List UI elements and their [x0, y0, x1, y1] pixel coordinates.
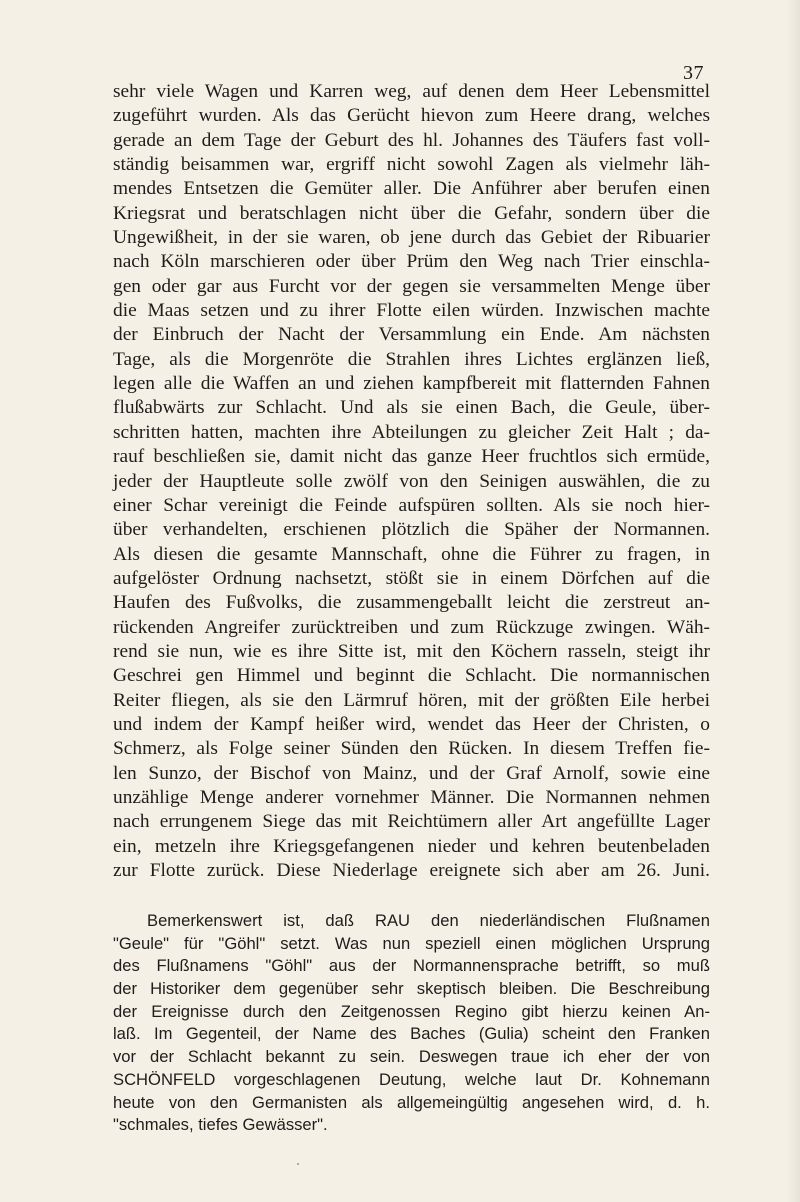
text-line: rückenden Angreifer zurücktreiben und zum Rückzuge zwingen. Wäh- [113, 616, 710, 638]
text-line: einer Schar vereinigt die Feinde aufspüren sollten. Als sie noch hier- [113, 494, 710, 516]
paper-speck [297, 1163, 299, 1165]
text-line: gen oder gar aus Furcht vor der gegen sie versammelten Menge über [113, 275, 710, 297]
text-line: SCHÖNFELD vorgeschlagenen Deutung, welche laut Dr. Kohnemann [113, 1069, 710, 1089]
commentary-paragraph [113, 910, 710, 1137]
text-line: zugeführt wurden. Als das Gerücht hievon zum Heere drang, welches [113, 105, 710, 127]
text-line: Tage, als die Morgenröte die Strahlen ihres Lichtes erglänzen ließ, [113, 348, 710, 370]
text-line: die Maas setzen und zu ihrer Flotte eilen würden. Inzwischen machte [113, 300, 710, 322]
text-line: jeder der Hauptleute solle zwölf von den Seinigen auswählen, die zu [113, 470, 710, 492]
text-line: Schmerz, als Folge seiner Sünden den Rücken. In diesem Treffen fie- [113, 738, 710, 760]
text-line: des Flußnamens "Göhl" aus der Normannensprache betrifft, so muß [113, 956, 710, 976]
text-line: der Ereignisse durch den Zeitgenossen Regino gibt hierzu keinen An- [113, 1001, 710, 1021]
text-line: der Einbruch der Nacht der Versammlung ein Ende. Am nächsten [113, 324, 710, 346]
text-line: Geschrei gen Himmel und beginnt die Schlacht. Die normannischen [113, 665, 710, 687]
text-line: mendes Entsetzen die Gemüter aller. Die Anführer aber berufen einen [113, 178, 710, 200]
text-line: zur Flotte zurück. Diese Niederlage ereignete sich aber am 26. Juni. [113, 860, 710, 881]
page-edge-shadow [786, 0, 800, 1202]
text-line: unzählige Menge anderer vornehmer Männer. Die Normannen nehmen [113, 786, 710, 808]
text-line: rauf beschließen sie, damit nicht das ganze Heer fruchtlos sich ermüde, [113, 446, 710, 468]
text-line: Bemerkenswert ist, daß RAU den niederländischen Flußnamen [147, 911, 710, 930]
text-line: heute von den Germanisten als allgemeingültig angesehen wird, d. h. [113, 1092, 710, 1112]
text-line: über verhandelten, erschienen plötzlich die Späher der Normannen. [113, 519, 710, 541]
text-line: rend sie nun, wie es ihre Sitte ist, mit den Köchern rasseln, steigt ihr [113, 640, 710, 662]
text-line: Haufen des Fußvolks, die zusammengeballt leicht die zerstreut an- [113, 592, 710, 614]
text-line: Kriegsrat und beratschlagen nicht über die Gefahr, sondern über die [113, 202, 710, 224]
text-line: legen alle die Waffen an und ziehen kampfbereit mit flatternden Fahnen [113, 373, 710, 395]
main-paragraph [113, 80, 710, 883]
text-line: der Historiker dem gegenüber sehr skeptisch bleiben. Die Beschreibung [113, 979, 710, 999]
text-line: Als diesen die gesamte Mannschaft, ohne die Führer zu fragen, in [113, 543, 710, 565]
text-line: und indem der Kampf heißer wird, wendet das Heer der Christen, o [113, 713, 710, 735]
text-line: nach Köln marschieren oder über Prüm den Weg nach Trier einschla- [113, 251, 710, 273]
text-line: laß. Im Gegenteil, der Name des Baches (Gulia) scheint den Franken [113, 1024, 710, 1044]
text-line: ein, metzeln ihre Kriegsgefangenen nieder und kehren beutenbeladen [113, 835, 710, 857]
text-line: sehr viele Wagen und Karren weg, auf denen dem Heer Lebensmittel [113, 81, 710, 102]
text-line: len Sunzo, der Bischof von Mainz, und der Graf Arnolf, sowie eine [113, 762, 710, 784]
text-line: ständig beisammen war, ergriff nicht sowohl Zagen als vielmehr läh- [113, 154, 710, 176]
text-line: schritten hatten, machten ihre Abteilungen zu gleicher Zeit Halt ; da- [113, 421, 710, 443]
page-number: 37 [683, 62, 704, 84]
text-line: flußabwärts zur Schlacht. Und als sie einen Bach, die Geule, über- [113, 397, 710, 419]
text-line: vor der Schlacht bekannt zu sein. Deswegen traue ich eher der von [113, 1047, 710, 1067]
text-line: aufgelöster Ordnung nachsetzt, stößt sie in einem Dörfchen auf die [113, 567, 710, 589]
text-line: Ungewißheit, in der sie waren, ob jene durch das Gebiet der Ribuarier [113, 227, 710, 249]
text-line: "schmales, tiefes Gewässer". [113, 1115, 328, 1135]
text-line: gerade an dem Tage der Geburt des hl. Johannes des Täufers fast voll- [113, 129, 710, 151]
text-line: nach errungenem Siege das mit Reichtümern aller Art angefüllte Lager [113, 811, 710, 833]
text-line: "Geule" für "Göhl" setzt. Was nun speziell einen möglichen Ursprung [113, 933, 710, 953]
text-line: Reiter fliegen, als sie den Lärmruf hören, mit der größten Eile herbei [113, 689, 710, 711]
